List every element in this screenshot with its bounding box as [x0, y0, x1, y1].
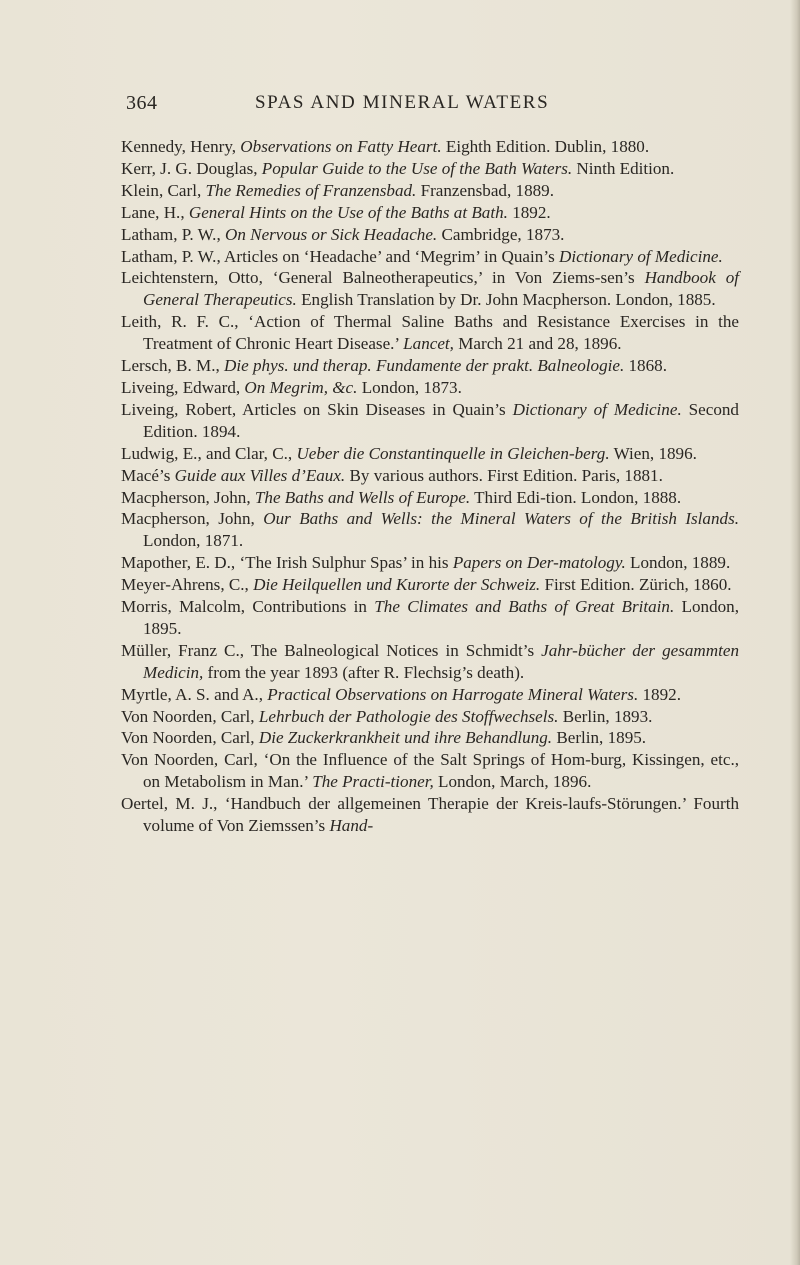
entry-author: Liveing, Edward,: [121, 377, 245, 397]
entry-publication: 1868.: [624, 356, 667, 376]
entry-title: Practical Observations on Harrogate Mineral Waters.: [267, 684, 639, 704]
entry-author: Liveing, Robert, Articles on Skin Diseases in Quain’s: [121, 399, 513, 419]
entry-publication: Wien, 1896.: [609, 443, 697, 463]
entry-title: General Hints on the Use of the Baths at Bath.: [188, 202, 508, 222]
bibliography-entry: [121, 749, 739, 793]
bibliography-entry: [121, 158, 739, 180]
bibliography-entry: [121, 355, 739, 377]
entry-title: The Practi-tioner,: [312, 772, 434, 792]
entry-title: Jahr-bücher der gesammten Medicin,: [143, 640, 739, 682]
bibliography-entry: [121, 224, 739, 246]
bibliography-entry: [121, 574, 739, 596]
page-header: [0, 92, 800, 122]
entry-publication: Franzensbad, 1889.: [416, 180, 554, 200]
entry-title: Lancet,: [403, 334, 454, 354]
entry-publication: London, 1889.: [625, 553, 731, 573]
entry-title: Papers on Der-matology.: [452, 553, 626, 573]
entry-publication: London, March, 1896.: [433, 772, 592, 792]
entry-publication: English Translation by Dr. John Macpherson. London, 1885.: [296, 290, 716, 310]
bibliography-entry: [121, 640, 739, 684]
entry-publication: Eighth Edition. Dublin, 1880.: [441, 137, 650, 156]
entry-publication: Ninth Edition.: [572, 158, 675, 178]
bibliography-entry: [121, 508, 739, 552]
bibliography-entry: [121, 180, 739, 202]
bibliography-entry: [121, 793, 739, 837]
bibliography-entry: [121, 136, 739, 158]
bibliography-entry: [121, 706, 739, 728]
bibliography-entry: [121, 377, 739, 399]
entry-title: Ueber die Constantinquelle in Gleichen-berg.: [296, 443, 610, 463]
entry-author: Kerr, J. G. Douglas,: [121, 158, 262, 178]
entry-title: The Climates and Baths of Great Britain.: [374, 597, 675, 617]
entry-publication: 1892.: [507, 202, 551, 222]
entry-author: Morris, Malcolm, Contributions in: [121, 597, 375, 617]
bibliography-entry: [121, 202, 739, 224]
page-edge: [790, 0, 800, 1265]
entry-title: Lehrbuch der Pathologie des Stoffwechsels.: [258, 706, 559, 726]
entry-title: On Nervous or Sick Headache.: [225, 224, 438, 244]
entry-author: Macpherson, John,: [121, 487, 255, 507]
running-head: SPAS AND MINERAL WATERS: [255, 92, 550, 113]
entry-publication: London, 1873.: [357, 377, 462, 397]
entry-author: Von Noorden, Carl, ‘On the Influence of the Salt Springs of Hom-burg, Kissingen, etc., on Metabolism in Man.’: [121, 750, 739, 792]
bibliography-entry: [121, 684, 739, 706]
entry-publication: First Edition. Zürich, 1860.: [540, 575, 732, 595]
entry-author: Von Noorden, Carl,: [121, 728, 259, 748]
entry-author: Lersch, B. M.,: [121, 356, 225, 376]
entry-publication: Berlin, 1895.: [552, 728, 647, 748]
entry-title: Dictionary of Medicine.: [512, 399, 682, 419]
bibliography-entry: [121, 487, 739, 509]
entry-author: Klein, Carl,: [121, 180, 206, 200]
entry-publication: Second Edition. 1894.: [143, 399, 739, 441]
entry-publication: from the year 1893 (after R. Flechsig’s death).: [203, 662, 525, 682]
entry-title: Die Zuckerkrankheit und ihre Behandlung.: [258, 728, 553, 748]
bibliography-entry: [121, 267, 739, 311]
entry-publication: Berlin, 1893.: [558, 706, 653, 726]
entry-title: The Baths and Wells of Europe.: [254, 487, 471, 507]
entry-publication: London, 1871.: [143, 531, 244, 551]
bibliography-entry: [121, 443, 739, 465]
entry-author: Von Noorden, Carl,: [121, 706, 259, 726]
entry-author: Leichtenstern, Otto, ‘General Balneotherapeutics,’ in Von Ziems-sen’s: [121, 268, 645, 288]
entry-title: Dictionary of Medicine.: [559, 246, 723, 266]
entry-publication: March 21 and 28, 1896.: [453, 334, 622, 354]
entry-author: Kennedy, Henry,: [121, 137, 241, 156]
entry-author: Macpherson, John,: [121, 509, 264, 529]
entry-title: The Remedies of Franzensbad.: [205, 180, 417, 200]
entry-publication: Cambridge, 1873.: [437, 224, 565, 244]
entry-publication: By various authors. First Edition. Paris, 1881.: [345, 465, 663, 485]
entry-title: Handbook of General Therapeutics.: [143, 268, 739, 310]
entry-author: Ludwig, E., and Clar, C.,: [121, 443, 297, 463]
entry-title: Popular Guide to the Use of the Bath Waters.: [261, 158, 573, 178]
entry-title: Our Baths and Wells: the Mineral Waters of the British Islands.: [263, 509, 739, 529]
entry-title: Guide aux Villes d’Eaux.: [174, 465, 346, 485]
entry-author: Lane, H.,: [121, 202, 189, 222]
entry-author: Oertel, M. J., ‘Handbuch der allgemeinen Therapie der Kreis-laufs-Störungen.’ Fourth volume of Von Ziemssen’s: [121, 794, 739, 836]
entry-publication: 1892.: [638, 684, 681, 704]
page-number: 364: [126, 92, 158, 114]
entry-author: Müller, Franz C., The Balneological Notices in Schmidt’s: [121, 640, 542, 660]
entry-publication: Third Edi-tion. London, 1888.: [470, 487, 682, 507]
bibliography-list: [121, 136, 739, 837]
entry-title: Hand-: [329, 816, 374, 836]
bibliography-entry: [121, 246, 739, 268]
entry-title: Observations on Fatty Heart.: [240, 137, 442, 156]
bibliography-entry: [121, 311, 739, 355]
entry-title: On Megrim, &c.: [244, 377, 358, 397]
bibliography-entry: [121, 727, 739, 749]
entry-author: Myrtle, A. S. and A.,: [121, 684, 268, 704]
bibliography-entry: [121, 596, 739, 640]
entry-author: Latham, P. W., Articles on ‘Headache’ and ‘Megrim’ in Quain’s: [121, 246, 559, 266]
bibliography-entry: [121, 399, 739, 443]
entry-author: Meyer-Ahrens, C.,: [121, 575, 254, 595]
entry-author: Mapother, E. D., ‘The Irish Sulphur Spas’ in his: [121, 553, 453, 573]
entry-publication: London, 1895.: [143, 597, 739, 638]
entry-author: Leith, R. F. C., ‘Action of Thermal Saline Baths and Resistance Exercises in the Treatment of Chronic Heart Disease.’: [121, 312, 739, 354]
entry-title: Die phys. und therap. Fundamente der prakt. Balneologie.: [224, 356, 625, 376]
bibliography-entry: [121, 465, 739, 487]
entry-author: Latham, P. W.,: [121, 224, 225, 244]
entry-title: Die Heilquellen und Kurorte der Schweiz.: [253, 575, 541, 595]
entry-author: Macé’s: [121, 465, 175, 485]
bibliography-entry: [121, 552, 739, 574]
